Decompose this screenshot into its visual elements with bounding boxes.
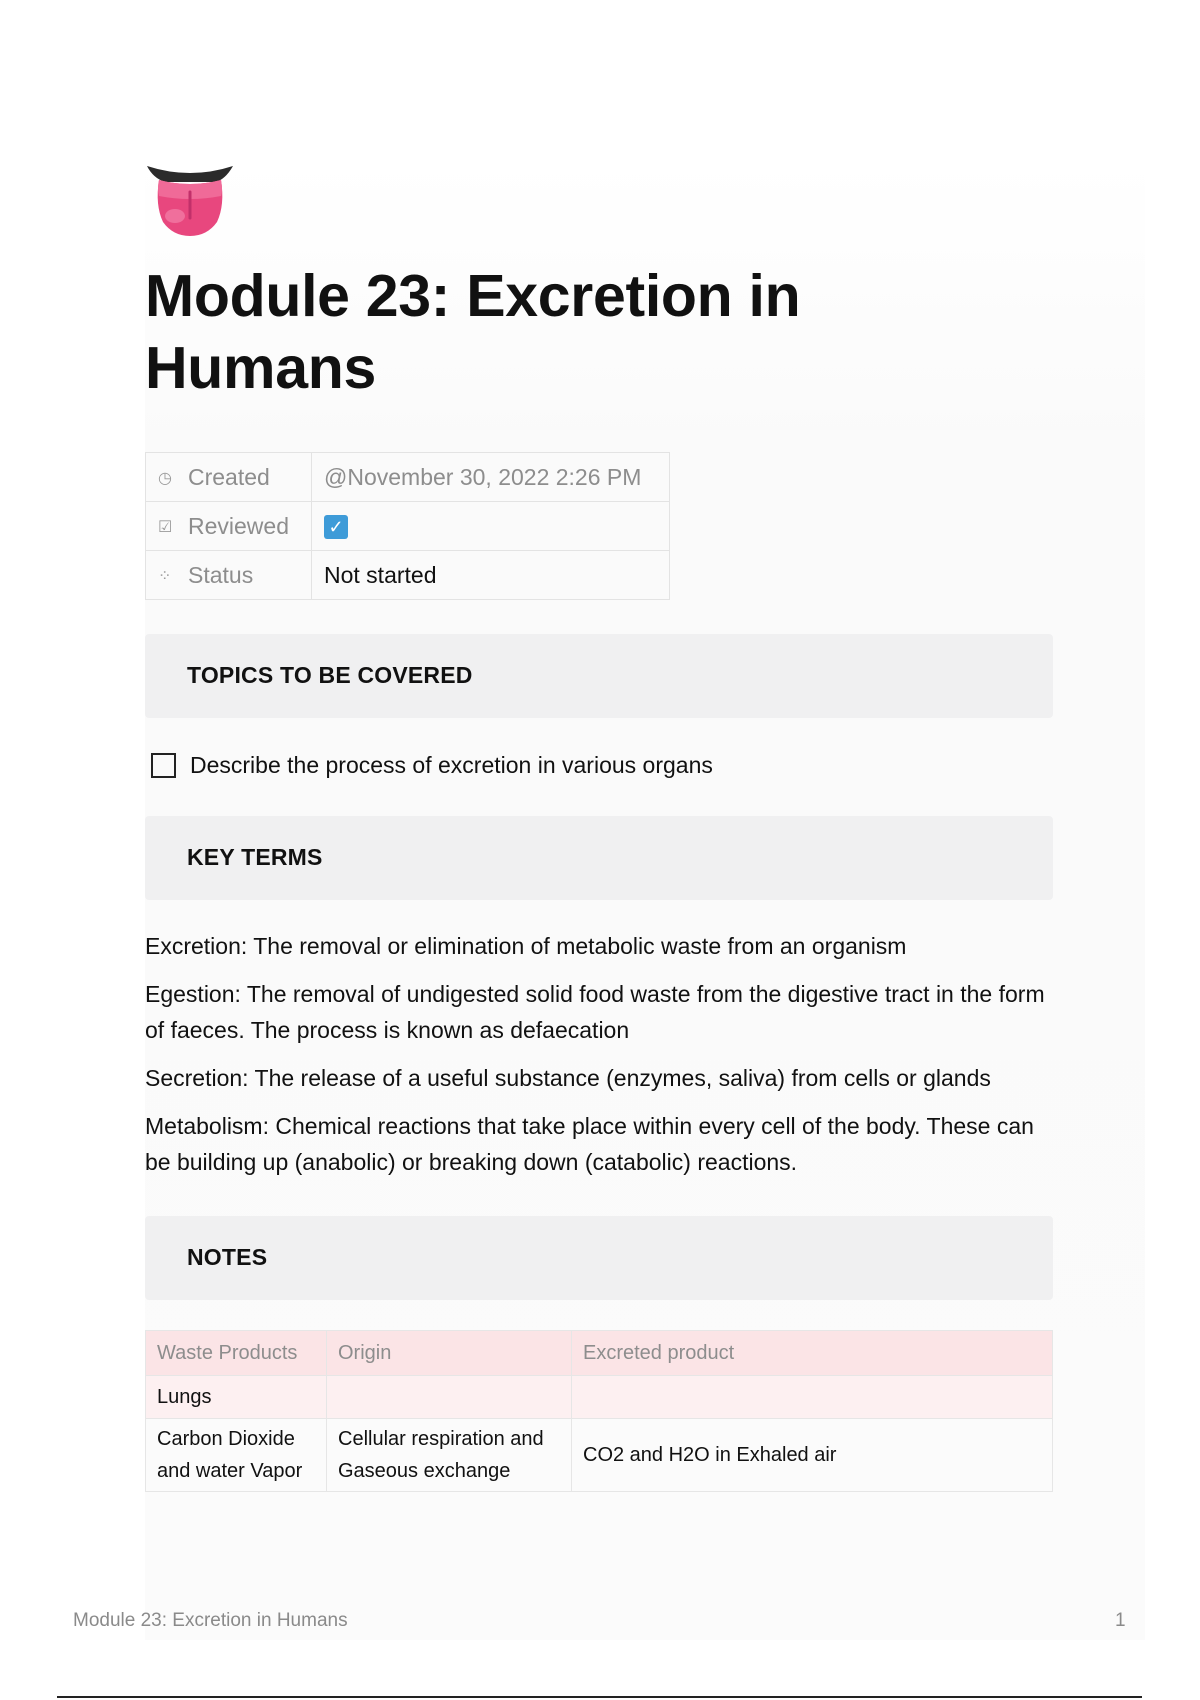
table-cell xyxy=(572,1376,1053,1419)
property-name: Created xyxy=(188,463,270,490)
callout-key-terms xyxy=(145,816,1053,900)
callout-topics xyxy=(145,634,1053,718)
reviewed-checkbox[interactable]: ✓ xyxy=(324,515,348,539)
table-row xyxy=(146,1419,1053,1492)
status-value: Not started xyxy=(324,561,437,588)
callout-notes xyxy=(145,1216,1053,1300)
table-cell: Lungs xyxy=(146,1376,327,1419)
property-name: Reviewed xyxy=(188,512,289,539)
table-cell: Carbon Dioxide and water Vapor xyxy=(146,1419,327,1492)
column-header: Excreted product xyxy=(572,1331,1053,1376)
table-cell: Cellular respiration and Gaseous exchange xyxy=(327,1419,572,1492)
callout-topics-heading: TOPICS TO BE COVERED xyxy=(187,662,473,688)
properties-table xyxy=(145,452,670,600)
footer-page-number: 1 xyxy=(1115,1610,1126,1631)
property-created xyxy=(146,453,670,502)
table-cell xyxy=(327,1376,572,1419)
property-status xyxy=(146,551,670,600)
created-date-value: @November 30, 2022 2:26 PM xyxy=(324,463,642,490)
key-term-metabolism: Metabolism: Chemical reactions that take place within every cell of the body. These can be building up (anabolic) or breaking down (catabolic) reactions. xyxy=(145,1113,1034,1175)
todo-item xyxy=(151,752,713,779)
tongue-emoji-icon[interactable] xyxy=(145,160,235,240)
property-reviewed xyxy=(146,502,670,551)
clock-icon: ◷ xyxy=(158,470,172,488)
key-term-excretion: Excretion: The removal or elimination of metabolic waste from an organism xyxy=(145,933,907,959)
checkbox-icon: ☑ xyxy=(158,519,173,537)
callout-notes-heading: NOTES xyxy=(187,1244,268,1270)
table-section-row xyxy=(146,1376,1053,1419)
callout-key-terms-heading: KEY TERMS xyxy=(187,844,323,870)
table-cell: CO2 and H2O in Exhaled air xyxy=(572,1419,1053,1492)
table-header-row xyxy=(146,1331,1053,1376)
key-term-egestion: Egestion: The removal of undigested solid food waste from the digestive tract in the form of faeces. The process is known as defaecation xyxy=(145,981,1045,1043)
column-header: Waste Products xyxy=(146,1331,327,1376)
property-name: Status xyxy=(188,561,254,588)
notes-table xyxy=(145,1330,1053,1492)
footer-divider xyxy=(57,1696,1142,1698)
column-header: Origin xyxy=(327,1331,572,1376)
page-title: Module 23: Excretion in Humans xyxy=(145,263,801,401)
key-term-secretion: Secretion: The release of a useful substance (enzymes, saliva) from cells or glands xyxy=(145,1065,991,1091)
footer-title: Module 23: Excretion in Humans xyxy=(73,1610,348,1631)
status-spinner-icon: ⁘ xyxy=(158,568,172,586)
todo-label: Describe the process of excretion in various organs xyxy=(190,752,713,778)
todo-checkbox[interactable] xyxy=(151,753,176,778)
